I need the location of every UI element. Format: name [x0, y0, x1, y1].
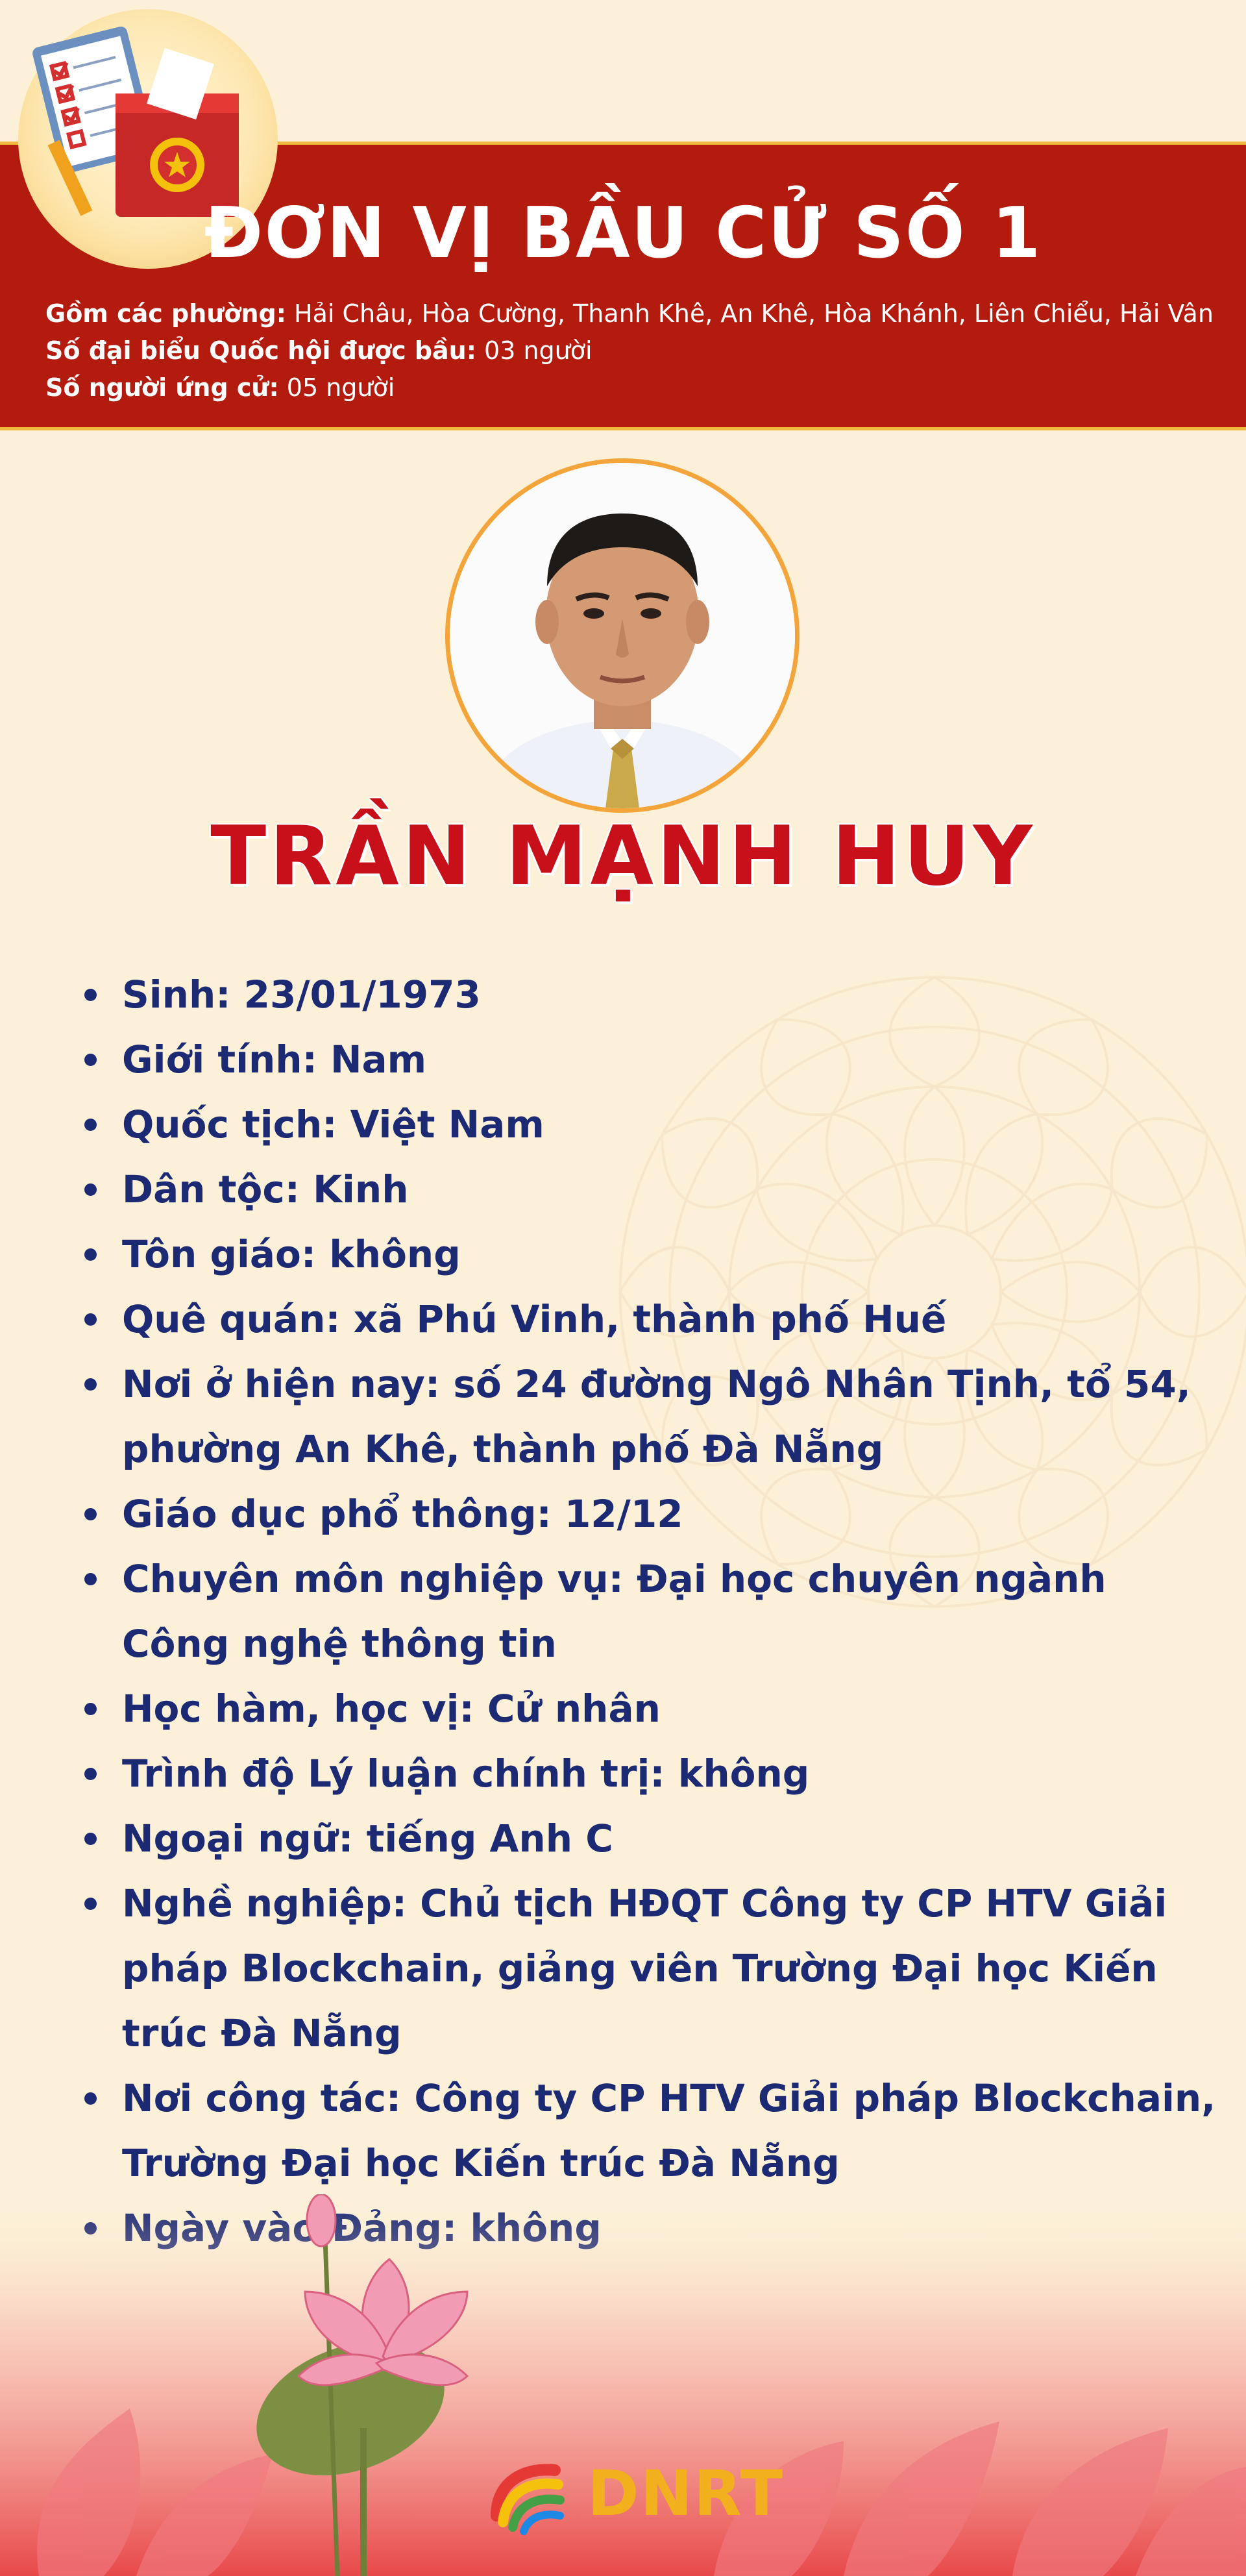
- portrait-image: [450, 463, 795, 808]
- detail-political-theory: Trình độ Lý luận chính trị: không: [84, 1741, 1227, 1806]
- detail-hometown: Quê quán: xã Phú Vinh, thành phố Huế: [84, 1287, 1227, 1352]
- detail-workplace: Nơi công tác: Công ty CP HTV Giải pháp Blockchain, Trường Đại học Kiến trúc Đà Nẵng: [84, 2066, 1227, 2196]
- detail-general-education: Giáo dục phổ thông: 12/12: [84, 1481, 1227, 1546]
- constituency-info: [45, 295, 1214, 406]
- detail-religion: Tôn giáo: không: [84, 1222, 1227, 1287]
- candidate-portrait: [445, 458, 800, 813]
- detail-birth: Sinh: 23/01/1973: [84, 962, 1227, 1027]
- wards-label: Gồm các phường:: [45, 299, 286, 328]
- wards-value: Hải Châu, Hòa Cường, Thanh Khê, An Khê, Hòa Khánh, Liên Chiểu, Hải Vân: [286, 299, 1214, 328]
- details-list: [84, 962, 1227, 2260]
- detail-nationality: Quốc tịch: Việt Nam: [84, 1092, 1227, 1157]
- logo-text: DNRT: [587, 2457, 785, 2530]
- candidates-value: 05 người: [278, 373, 395, 402]
- detail-professional-qualification: Chuyên môn nghiệp vụ: Đại học chuyên ngành Công nghệ thông tin: [84, 1546, 1227, 1676]
- detail-occupation: Nghề nghiệp: Chủ tịch HĐQT Công ty CP HTV Giải pháp Blockchain, giảng viên Trường Đại học Kiến trúc Đà Nẵng: [84, 1871, 1227, 2066]
- rainbow-logo-icon: [483, 2451, 574, 2542]
- detail-foreign-language: Ngoại ngữ: tiếng Anh C: [84, 1806, 1227, 1871]
- deputies-label: Số đại biểu Quốc hội được bầu:: [45, 336, 476, 365]
- candidates-line: [45, 369, 1214, 406]
- station-logo: [483, 2451, 785, 2542]
- detail-gender: Giới tính: Nam: [84, 1027, 1227, 1092]
- deputies-value: 03 người: [476, 336, 592, 365]
- detail-ethnicity: Dân tộc: Kinh: [84, 1157, 1227, 1222]
- detail-residence: Nơi ở hiện nay: số 24 đường Ngô Nhân Tịnh, tổ 54, phường An Khê, thành phố Đà Nẵng: [84, 1352, 1227, 1481]
- detail-academic-degree: Học hàm, học vị: Cử nhân: [84, 1676, 1227, 1741]
- candidate-name: TRẦN MẠNH HUY: [210, 808, 1036, 904]
- deputies-line: [45, 332, 1214, 369]
- page-title: ĐƠN VỊ BẦU CỬ SỐ 1: [204, 193, 1042, 274]
- candidate-details: [84, 962, 1227, 2260]
- wards-line: [45, 295, 1214, 332]
- candidates-label: Số người ứng cử:: [45, 373, 279, 402]
